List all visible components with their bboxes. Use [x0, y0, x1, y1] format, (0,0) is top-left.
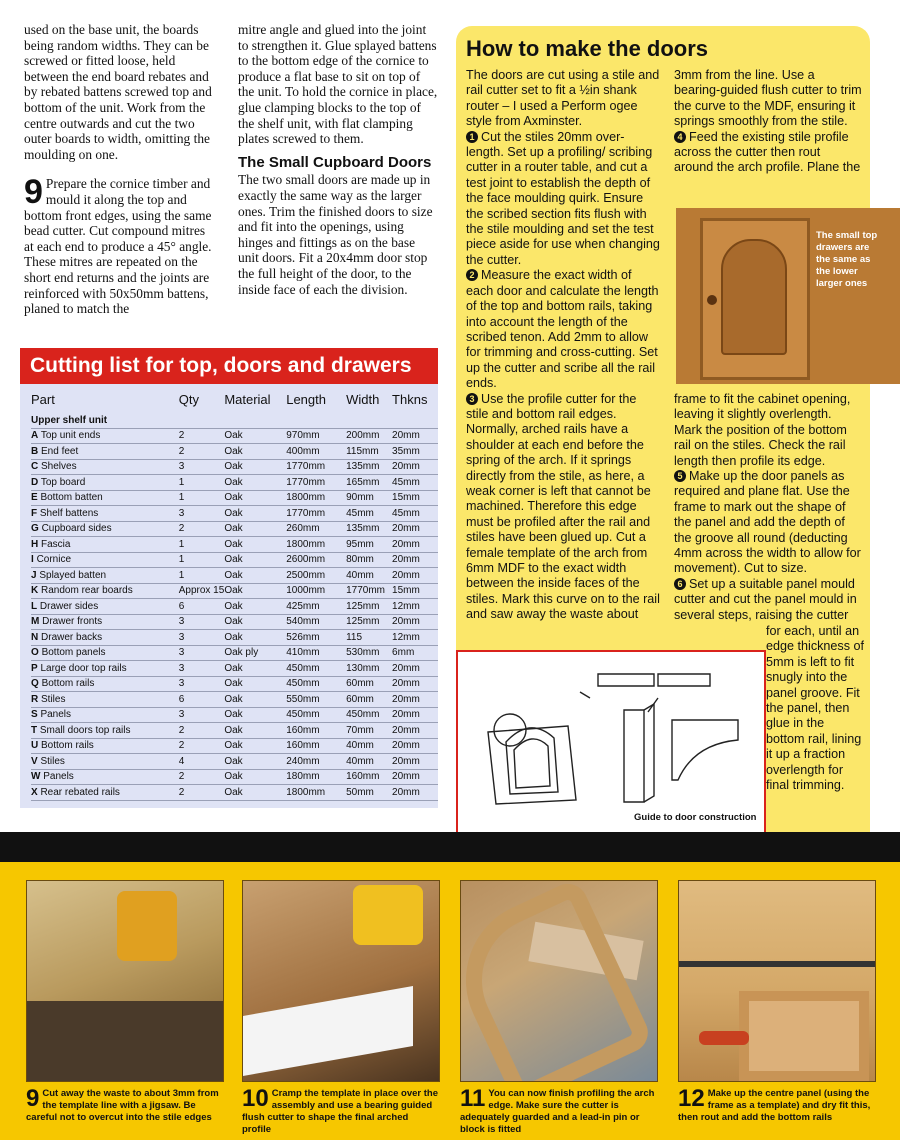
step-text: Feed the existing stile profile across the cutter then rout around the arch profile. Plane the [674, 129, 861, 175]
step-text: Make up the door panels as required and plane flat. Use the frame to mark out the shape of the panel and add the depth of the groove all round (deducting 4mm across the width to allow for movement). Cut to size. [674, 469, 861, 576]
table-row [31, 769, 438, 785]
length-cell: 260mm [286, 521, 346, 537]
length-cell: 2600mm [286, 552, 346, 568]
thickness-cell: 20mm [392, 769, 438, 785]
table-row [31, 552, 438, 568]
part-cell [31, 754, 179, 770]
photo-caption: The small top drawers are the same as the lower larger ones [816, 230, 878, 289]
material-cell: Oak [224, 428, 286, 444]
part-name: Shelf battens [39, 507, 99, 519]
length-cell: 540mm [286, 614, 346, 630]
part-letter: N [31, 631, 39, 643]
body-paragraph: used on the base unit, the boards being random widths. They can be screwed or fitted loose, held between the end board rebates and by rebated battens screwed top and bottom of the unit. Work from the centre outwards and cut the two outer boards to width, omitting the moulding on one. [24, 22, 212, 162]
part-cell [31, 738, 179, 754]
router-table-photo [460, 880, 658, 1082]
section-row [31, 413, 438, 428]
step-text: 3mm from the line. Use a bearing-guided flush cutter to trim the curve to the MDF, ensuring it springs smoothly from the stile. [674, 68, 862, 129]
part-cell [31, 459, 179, 475]
cutting-list-table [31, 384, 438, 801]
part-cell [31, 630, 179, 646]
qty-cell: 6 [179, 599, 225, 615]
part-letter: V [31, 755, 38, 767]
part-name: Drawer fronts [42, 616, 103, 628]
table-row [31, 645, 438, 661]
qty-cell: 2 [179, 723, 225, 739]
thickness-cell: 20mm [392, 723, 438, 739]
jigsaw-photo [26, 880, 224, 1082]
width-cell: 60mm [346, 676, 392, 692]
part-letter: A [31, 430, 39, 442]
thickness-cell: 20mm [392, 707, 438, 723]
material-cell: Oak [224, 661, 286, 677]
material-cell: Oak [224, 754, 286, 770]
qty-cell: 3 [179, 630, 225, 646]
section-heading: The Small Cupboard Doors [238, 153, 432, 171]
step-caption: Cramp the template in place over the assembly and use a bearing guided flush cutter to shape the final arched profile [242, 1088, 438, 1135]
part-name: Random rear boards [41, 585, 133, 597]
clamped-panel-photo [678, 880, 876, 1082]
part-letter: M [31, 616, 40, 628]
column-header: Length [286, 392, 326, 407]
width-cell: 45mm [346, 506, 392, 522]
width-cell: 80mm [346, 552, 392, 568]
door-construction-drawing [458, 652, 764, 812]
thickness-cell: 20mm [392, 552, 438, 568]
cupboard-door-image [700, 218, 810, 380]
width-cell: 125mm [346, 599, 392, 615]
part-letter: R [31, 693, 39, 705]
part-letter: F [31, 507, 38, 519]
part-cell [31, 521, 179, 537]
width-cell: 70mm [346, 723, 392, 739]
table-row [31, 676, 438, 692]
part-letter: Q [31, 678, 39, 690]
body-paragraph: mitre angle and glued into the joint to strengthen it. Glue splayed battens to the bottom edge of the cornice to produce a flat base to sit on top of the unit. To hold the cornice in place, glue clamping blocks to the top of the shelf unit, with flat clamping plates screwed to them. [238, 22, 438, 147]
material-cell: Oak [224, 459, 286, 475]
length-cell: 410mm [286, 645, 346, 661]
table-row [31, 707, 438, 723]
part-cell [31, 723, 179, 739]
part-name: End feet [41, 445, 79, 457]
thickness-cell: 45mm [392, 506, 438, 522]
material-cell: Oak [224, 475, 286, 491]
part-cell [31, 444, 179, 460]
router-photo [242, 880, 440, 1082]
width-cell: 200mm [346, 428, 392, 444]
length-cell: 550mm [286, 692, 346, 708]
step-caption: Make up the centre panel (using the frame as a template) and dry fit this, then rout and add the bottom rails [678, 1088, 871, 1123]
table-row [31, 614, 438, 630]
table-row [31, 428, 438, 444]
thickness-cell: 15mm [392, 490, 438, 506]
part-name: Fascia [41, 538, 71, 550]
qty-cell: 2 [179, 521, 225, 537]
part-name: Stiles [40, 755, 65, 767]
part-name: Top unit ends [40, 430, 101, 442]
thickness-cell: 20mm [392, 521, 438, 537]
material-cell: Oak ply [224, 645, 286, 661]
length-cell: 1000mm [286, 583, 346, 599]
how-to-right-column-bottom [766, 624, 864, 793]
length-cell: 425mm [286, 599, 346, 615]
part-letter: W [31, 771, 41, 783]
length-cell: 160mm [286, 738, 346, 754]
material-cell: Oak [224, 614, 286, 630]
thickness-cell: 20mm [392, 738, 438, 754]
part-name: Drawer sides [39, 600, 99, 612]
length-cell: 240mm [286, 754, 346, 770]
step-card [26, 880, 222, 1124]
step-text: Set up a suitable panel mould cutter and cut the panel mould in several steps, raising the cutter [674, 576, 857, 622]
step-text: Cut the stiles 20mm over-length. Set up a profiling/ scribing cutter in a router table, and cut a test joint to establish the depth of the face moulding quirk. Ensure the scribed section fits flush with the stile moulding and set the test piece aside for use when changing the cutter. [466, 129, 660, 267]
qty-cell: 4 [179, 754, 225, 770]
step-card [460, 880, 656, 1136]
thickness-cell: 12mm [392, 630, 438, 646]
width-cell: 135mm [346, 521, 392, 537]
table-row [31, 444, 438, 460]
part-name: Bottom batten [40, 492, 103, 504]
material-cell: Oak [224, 568, 286, 584]
step-number: 12 [678, 1085, 705, 1112]
thickness-cell: 20mm [392, 692, 438, 708]
table-row [31, 459, 438, 475]
part-name: Splayed batten [39, 569, 107, 581]
qty-cell: 3 [179, 676, 225, 692]
part-name: Small doors top rails [39, 724, 131, 736]
material-cell: Oak [224, 738, 286, 754]
part-letter: E [31, 492, 38, 504]
table-row [31, 475, 438, 491]
length-cell: 2500mm [286, 568, 346, 584]
width-cell: 95mm [346, 537, 392, 553]
length-cell: 180mm [286, 769, 346, 785]
part-cell [31, 707, 179, 723]
table-header-row [31, 384, 438, 413]
how-to-left-column [466, 68, 660, 623]
table-row [31, 521, 438, 537]
width-cell: 90mm [346, 490, 392, 506]
width-cell: 125mm [346, 614, 392, 630]
door-knob-image [707, 295, 717, 305]
step-card [242, 880, 438, 1136]
part-cell [31, 428, 179, 444]
part-cell [31, 599, 179, 615]
material-cell: Oak [224, 506, 286, 522]
section-label: Upper shelf unit [31, 413, 438, 428]
qty-cell: Approx 15 [179, 583, 225, 599]
qty-cell: 3 [179, 506, 225, 522]
door-construction-diagram [456, 650, 766, 858]
step-text: frame to fit the cabinet opening, leaving it slightly overlength. Mark the position of the bottom rail on the stiles. Check the rail length then profile its edge. [674, 392, 851, 468]
width-cell: 40mm [346, 738, 392, 754]
material-cell: Oak [224, 552, 286, 568]
part-cell [31, 490, 179, 506]
qty-cell: 2 [179, 769, 225, 785]
drop-cap: 9 [24, 173, 43, 212]
cutting-list-title: Cutting list for top, doors and drawers [20, 348, 438, 384]
how-to-right-column-top [674, 68, 862, 176]
thickness-cell: 15mm [392, 583, 438, 599]
part-letter: G [31, 523, 39, 535]
how-to-right-column-mid [674, 392, 862, 623]
table-row [31, 692, 438, 708]
step-number-icon: 6 [674, 578, 686, 590]
length-cell: 1770mm [286, 459, 346, 475]
table-row [31, 599, 438, 615]
part-cell [31, 785, 179, 801]
material-cell: Oak [224, 490, 286, 506]
length-cell: 1800mm [286, 537, 346, 553]
step-number: 11 [460, 1085, 486, 1112]
step-number: 9 [26, 1085, 40, 1112]
qty-cell: 2 [179, 428, 225, 444]
part-letter: X [31, 786, 38, 798]
table-row [31, 661, 438, 677]
width-cell: 165mm [346, 475, 392, 491]
column-header: Part [31, 392, 55, 407]
cabinet-photo [676, 208, 900, 384]
body-paragraph: The two small doors are made up in exactly the same way as the larger ones. Trim the finished doors to size and fit into the openings, using hinges and fittings as on the base unit doors. Fit a 20x4mm door stop the full height of the door, to the inside face of each the division. [238, 172, 433, 297]
part-cell [31, 692, 179, 708]
thickness-cell: 20mm [392, 661, 438, 677]
part-letter: C [31, 461, 39, 473]
table-row [31, 738, 438, 754]
step-number-icon: 2 [466, 269, 478, 281]
width-cell: 450mm [346, 707, 392, 723]
part-letter: T [31, 724, 38, 736]
qty-cell: 1 [179, 537, 225, 553]
table-row [31, 630, 438, 646]
thickness-cell: 20mm [392, 537, 438, 553]
material-cell: Oak [224, 676, 286, 692]
part-letter: K [31, 585, 39, 597]
part-name: Drawer backs [41, 631, 103, 643]
material-cell: Oak [224, 537, 286, 553]
length-cell: 1800mm [286, 490, 346, 506]
body-paragraph: Prepare the cornice timber and mould it along the top and bottom front edges, using the same bead cutter. Cut compound mitres at each end to produce a 45° angle. These mitres are repeated on the short end returns and the joints are reinforced with 50x50mm battens, planed to match the [24, 176, 212, 317]
column-header: Material [224, 392, 271, 407]
thickness-cell: 20mm [392, 754, 438, 770]
table-row [31, 723, 438, 739]
width-cell: 50mm [346, 785, 392, 801]
cutting-list-panel [20, 348, 438, 808]
length-cell: 1770mm [286, 475, 346, 491]
material-cell: Oak [224, 599, 286, 615]
width-cell: 1770mm [346, 583, 392, 599]
part-name: Stiles [41, 693, 66, 705]
material-cell: Oak [224, 444, 286, 460]
part-name: Shelves [41, 461, 77, 473]
qty-cell: 3 [179, 614, 225, 630]
length-cell: 1800mm [286, 785, 346, 801]
step-number: 10 [242, 1085, 269, 1112]
step-number-icon: 4 [674, 131, 686, 143]
part-name: Cornice [36, 554, 72, 566]
qty-cell: 2 [179, 785, 225, 801]
black-divider-bar [0, 832, 900, 862]
qty-cell: 2 [179, 738, 225, 754]
table-row [31, 754, 438, 770]
thickness-cell: 20mm [392, 676, 438, 692]
part-letter: H [31, 538, 39, 550]
thickness-cell: 20mm [392, 568, 438, 584]
width-cell: 530mm [346, 645, 392, 661]
step-number-icon: 5 [674, 470, 686, 482]
step-number-icon: 3 [466, 393, 478, 405]
table-row [31, 506, 438, 522]
step-text: Measure the exact width of each door and calculate the length of the top and bottom rails, taking into account the length of the scribed tenon. Add 2mm to allow for trimming and cross-cutting. Set up the cutter and scribe all the rail ends. [466, 268, 659, 391]
part-cell [31, 661, 179, 677]
part-letter: P [31, 662, 38, 674]
part-name: Bottom rails [41, 740, 94, 752]
material-cell: Oak [224, 723, 286, 739]
part-letter: J [31, 569, 37, 581]
step-9-paragraph [24, 173, 218, 317]
part-name: Bottom rails [41, 678, 95, 690]
width-cell: 130mm [346, 661, 392, 677]
intro-text: The doors are cut using a stile and rail cutter set to fit a ½in shank router – I used a Perform ogee style from Axminster. [466, 68, 660, 129]
length-cell: 450mm [286, 707, 346, 723]
qty-cell: 1 [179, 568, 225, 584]
step-caption: You can now finish profiling the arch edge. Make sure the cutter is adequately guarded and a lead-in pin or block is fitted [460, 1088, 655, 1135]
length-cell: 526mm [286, 630, 346, 646]
part-name: Cupboard sides [41, 523, 112, 535]
table-row [31, 568, 438, 584]
part-letter: I [31, 554, 34, 566]
qty-cell: 6 [179, 692, 225, 708]
part-name: Bottom panels [41, 647, 106, 659]
qty-cell: 3 [179, 645, 225, 661]
part-cell [31, 552, 179, 568]
part-name: Large door top rails [40, 662, 127, 674]
width-cell: 135mm [346, 459, 392, 475]
width-cell: 115mm [346, 444, 392, 460]
material-cell: Oak [224, 707, 286, 723]
qty-cell: 3 [179, 661, 225, 677]
part-name: Top board [40, 476, 86, 488]
left-column [24, 22, 218, 317]
part-name: Rear rebated rails [40, 786, 120, 798]
qty-cell: 3 [179, 707, 225, 723]
width-cell: 60mm [346, 692, 392, 708]
part-cell [31, 769, 179, 785]
part-letter: B [31, 445, 39, 457]
column-header: Width [346, 392, 380, 407]
table-row [31, 583, 438, 599]
material-cell: Oak [224, 630, 286, 646]
thickness-cell: 20mm [392, 785, 438, 801]
part-cell [31, 676, 179, 692]
thickness-cell: 20mm [392, 614, 438, 630]
thickness-cell: 45mm [392, 475, 438, 491]
width-cell: 40mm [346, 568, 392, 584]
material-cell: Oak [224, 583, 286, 599]
part-cell [31, 614, 179, 630]
thickness-cell: 6mm [392, 645, 438, 661]
qty-cell: 1 [179, 552, 225, 568]
part-letter: O [31, 647, 39, 659]
material-cell: Oak [224, 692, 286, 708]
table-row [31, 490, 438, 506]
length-cell: 450mm [286, 661, 346, 677]
thickness-cell: 35mm [392, 444, 438, 460]
part-cell [31, 506, 179, 522]
qty-cell: 2 [179, 444, 225, 460]
column-header: Qty [178, 392, 199, 407]
length-cell: 1770mm [286, 506, 346, 522]
thickness-cell: 20mm [392, 428, 438, 444]
material-cell: Oak [224, 521, 286, 537]
material-cell: Oak [224, 785, 286, 801]
step-number-icon: 1 [466, 131, 478, 143]
qty-cell: 3 [179, 459, 225, 475]
table-row [31, 537, 438, 553]
thickness-cell: 20mm [392, 459, 438, 475]
arched-panel-image [721, 239, 787, 355]
material-cell: Oak [224, 769, 286, 785]
qty-cell: 1 [179, 475, 225, 491]
length-cell: 450mm [286, 676, 346, 692]
width-cell: 115 [346, 630, 392, 646]
part-cell [31, 537, 179, 553]
diagram-caption: Guide to door construction [634, 812, 757, 823]
step-text: Use the profile cutter for the stile and bottom rail edges. Normally, arched rails have a shoulder at each end before the spring of the arch. If it springs directly from the stile, as here, a weak corner is left that cannot be machined. Therefore this edge must be profiled after the rail and stiles have been glued up. Cut a female template of the arch from 6mm MDF to the exact width between the inside faces of the stiles. Mark this curve on to the rail and saw away the waste about [466, 391, 660, 622]
length-cell: 160mm [286, 723, 346, 739]
part-cell [31, 583, 179, 599]
width-cell: 40mm [346, 754, 392, 770]
qty-cell: 1 [179, 490, 225, 506]
column-header: Thkns [392, 392, 428, 407]
step-photo-strip [0, 862, 900, 1140]
part-name: Panels [43, 771, 74, 783]
step-caption: Cut away the waste to about 3mm from the template line with a jigsaw. Be careful not to overcut into the stile edges [26, 1088, 219, 1123]
part-name: Panels [40, 709, 72, 721]
thickness-cell: 12mm [392, 599, 438, 615]
part-cell [31, 645, 179, 661]
part-letter: L [31, 600, 38, 612]
width-cell: 160mm [346, 769, 392, 785]
step-card [678, 880, 874, 1124]
how-to-title: How to make the doors [466, 36, 709, 61]
length-cell: 970mm [286, 428, 346, 444]
part-cell [31, 475, 179, 491]
length-cell: 400mm [286, 444, 346, 460]
step-text: for each, until an edge thickness of 5mm is left to fit snugly into the panel groove. Fit the panel, then glue in the bottom rail, lining it up a fraction overlength for final trimming. [766, 624, 865, 793]
table-row [31, 785, 438, 801]
part-letter: D [31, 476, 39, 488]
part-cell [31, 568, 179, 584]
part-letter: S [31, 709, 38, 721]
part-letter: U [31, 740, 39, 752]
middle-column [238, 22, 438, 297]
